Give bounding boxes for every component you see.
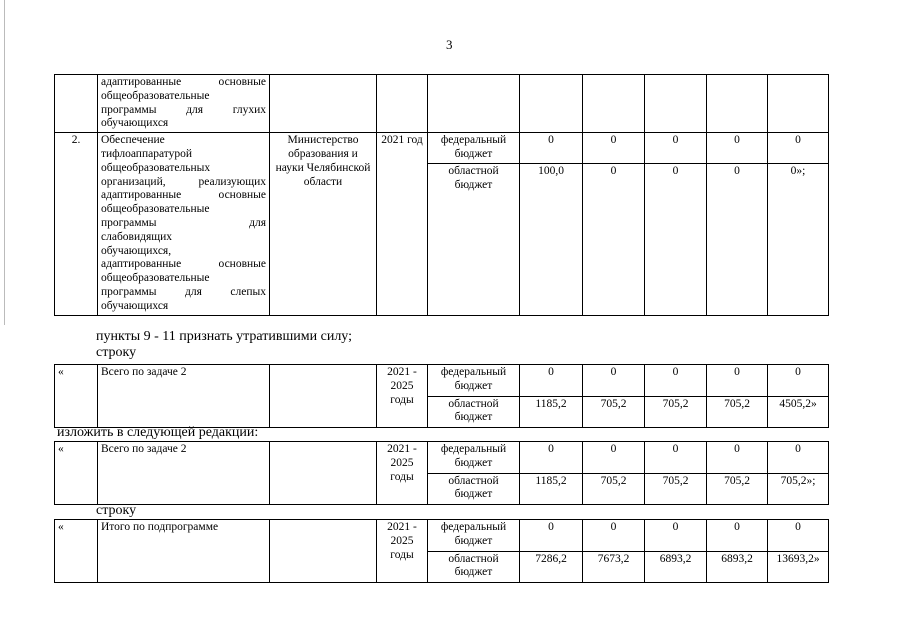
cell-desc: Всего по задаче 2 xyxy=(98,365,270,428)
value-cell: 705,2 xyxy=(707,396,768,428)
value-cell: 705,2»; xyxy=(768,473,829,505)
desc-line: обучающихся, xyxy=(101,244,172,257)
desc-line: слабовидящих xyxy=(101,230,173,243)
cell-desc xyxy=(98,75,270,133)
value-cell: 7673,2 xyxy=(583,551,645,583)
desc-line: программы для xyxy=(101,216,266,229)
amendment-text: строку xyxy=(96,345,137,360)
desc-line: общеобразовательные xyxy=(101,272,210,285)
desc-line: адаптированные основные xyxy=(101,189,266,202)
amendment-text: строку xyxy=(96,503,137,518)
desc-line: обучающихся xyxy=(101,117,169,130)
funding-source: областной бюджет xyxy=(428,551,520,583)
value-cell: 705,2 xyxy=(707,473,768,505)
funding-source: федеральный бюджет xyxy=(428,365,520,397)
table-row xyxy=(55,365,829,397)
table-row xyxy=(55,133,829,164)
desc-line: организаций, реализующих xyxy=(101,175,266,188)
period: 2021 - 2025 годы xyxy=(377,365,428,428)
funding-source: областной бюджет xyxy=(428,163,520,315)
value-cell: 0 xyxy=(768,442,829,474)
value-cell: 0 xyxy=(707,163,768,315)
value-cell: 1185,2 xyxy=(520,396,583,428)
table-row xyxy=(55,442,829,474)
old-row-table xyxy=(54,364,829,428)
new-row-table xyxy=(54,441,829,505)
subprogram-total-table xyxy=(54,519,829,583)
desc-line: программы для глухих xyxy=(101,103,266,116)
desc-line: Обеспечение xyxy=(101,134,165,147)
funding-source: федеральный бюджет xyxy=(428,520,520,552)
value-cell: 0 xyxy=(583,365,645,397)
executor xyxy=(270,520,377,583)
value-cell: 7286,2 xyxy=(520,551,583,583)
value-cell: 0 xyxy=(707,133,768,164)
value-cell: 0 xyxy=(707,365,768,397)
value-cell: 6893,2 xyxy=(707,551,768,583)
value-cell: 0 xyxy=(520,442,583,474)
value-cell: 0 xyxy=(768,365,829,397)
quote-mark: « xyxy=(55,520,98,583)
value-cell: 705,2 xyxy=(583,473,645,505)
value-cell: 0 xyxy=(645,442,707,474)
value-cell: 0 xyxy=(645,520,707,552)
cell-num xyxy=(55,75,98,133)
value-cell: 1185,2 xyxy=(520,473,583,505)
amendment-text: изложить в следующей редакции: xyxy=(57,425,259,440)
scan-edge-line xyxy=(4,0,5,325)
value-cell: 0 xyxy=(707,442,768,474)
executor xyxy=(270,365,377,428)
value-cell: 0 xyxy=(520,365,583,397)
value-cell: 705,2 xyxy=(645,473,707,505)
funding-source: федеральный бюджет xyxy=(428,133,520,164)
cell-desc: Итого по подпрограмме xyxy=(98,520,270,583)
period: 2021 - 2025 годы xyxy=(377,442,428,505)
desc-line: адаптированные основные xyxy=(101,258,266,271)
value-cell: 0 xyxy=(583,133,645,164)
value-cell: 0 xyxy=(583,520,645,552)
cell-desc xyxy=(98,133,270,316)
cell-desc: Всего по задаче 2 xyxy=(98,442,270,505)
value-cell: 705,2 xyxy=(583,396,645,428)
row-number: 2. xyxy=(55,133,98,316)
value-cell: 0 xyxy=(583,442,645,474)
desc-line: обучающихся xyxy=(101,299,169,312)
value-cell: 0 xyxy=(520,133,583,164)
quote-mark: « xyxy=(55,365,98,428)
desc-line: общеобразовательных xyxy=(101,161,211,174)
value-cell: 0 xyxy=(520,520,583,552)
page-number: 3 xyxy=(446,37,453,52)
desc-line: тифлоаппаратурой xyxy=(101,147,193,160)
value-cell: 0 xyxy=(768,133,829,164)
value-cell: 4505,2» xyxy=(768,396,829,428)
value-cell: 0 xyxy=(645,365,707,397)
table-row xyxy=(55,75,829,133)
funding-source: федеральный бюджет xyxy=(428,442,520,474)
program-table-part xyxy=(54,74,829,316)
desc-line: адаптированные основные xyxy=(101,76,266,88)
amendment-text: пункты 9 - 11 признать утратившими силу; xyxy=(96,329,353,344)
period: 2021 год xyxy=(377,133,428,316)
period: 2021 - 2025 годы xyxy=(377,520,428,583)
value-cell: 6893,2 xyxy=(645,551,707,583)
desc-line: общеобразовательные xyxy=(101,203,210,216)
desc-line: программы для слепых xyxy=(101,285,266,298)
funding-source: областной бюджет xyxy=(428,396,520,428)
quote-mark: « xyxy=(55,442,98,505)
value-cell: 100,0 xyxy=(520,163,583,315)
value-cell: 0 xyxy=(583,163,645,315)
desc-line: общеобразовательные xyxy=(101,89,210,102)
value-cell: 0 xyxy=(645,133,707,164)
value-cell: 0»; xyxy=(768,163,829,315)
funding-source: областной бюджет xyxy=(428,473,520,505)
value-cell: 0 xyxy=(768,520,829,552)
table-row xyxy=(55,520,829,552)
value-cell: 0 xyxy=(645,163,707,315)
value-cell: 705,2 xyxy=(645,396,707,428)
executor xyxy=(270,442,377,505)
executor: Министерство образования и науки Челябинской области xyxy=(270,133,377,316)
value-cell: 0 xyxy=(707,520,768,552)
value-cell: 13693,2» xyxy=(768,551,829,583)
